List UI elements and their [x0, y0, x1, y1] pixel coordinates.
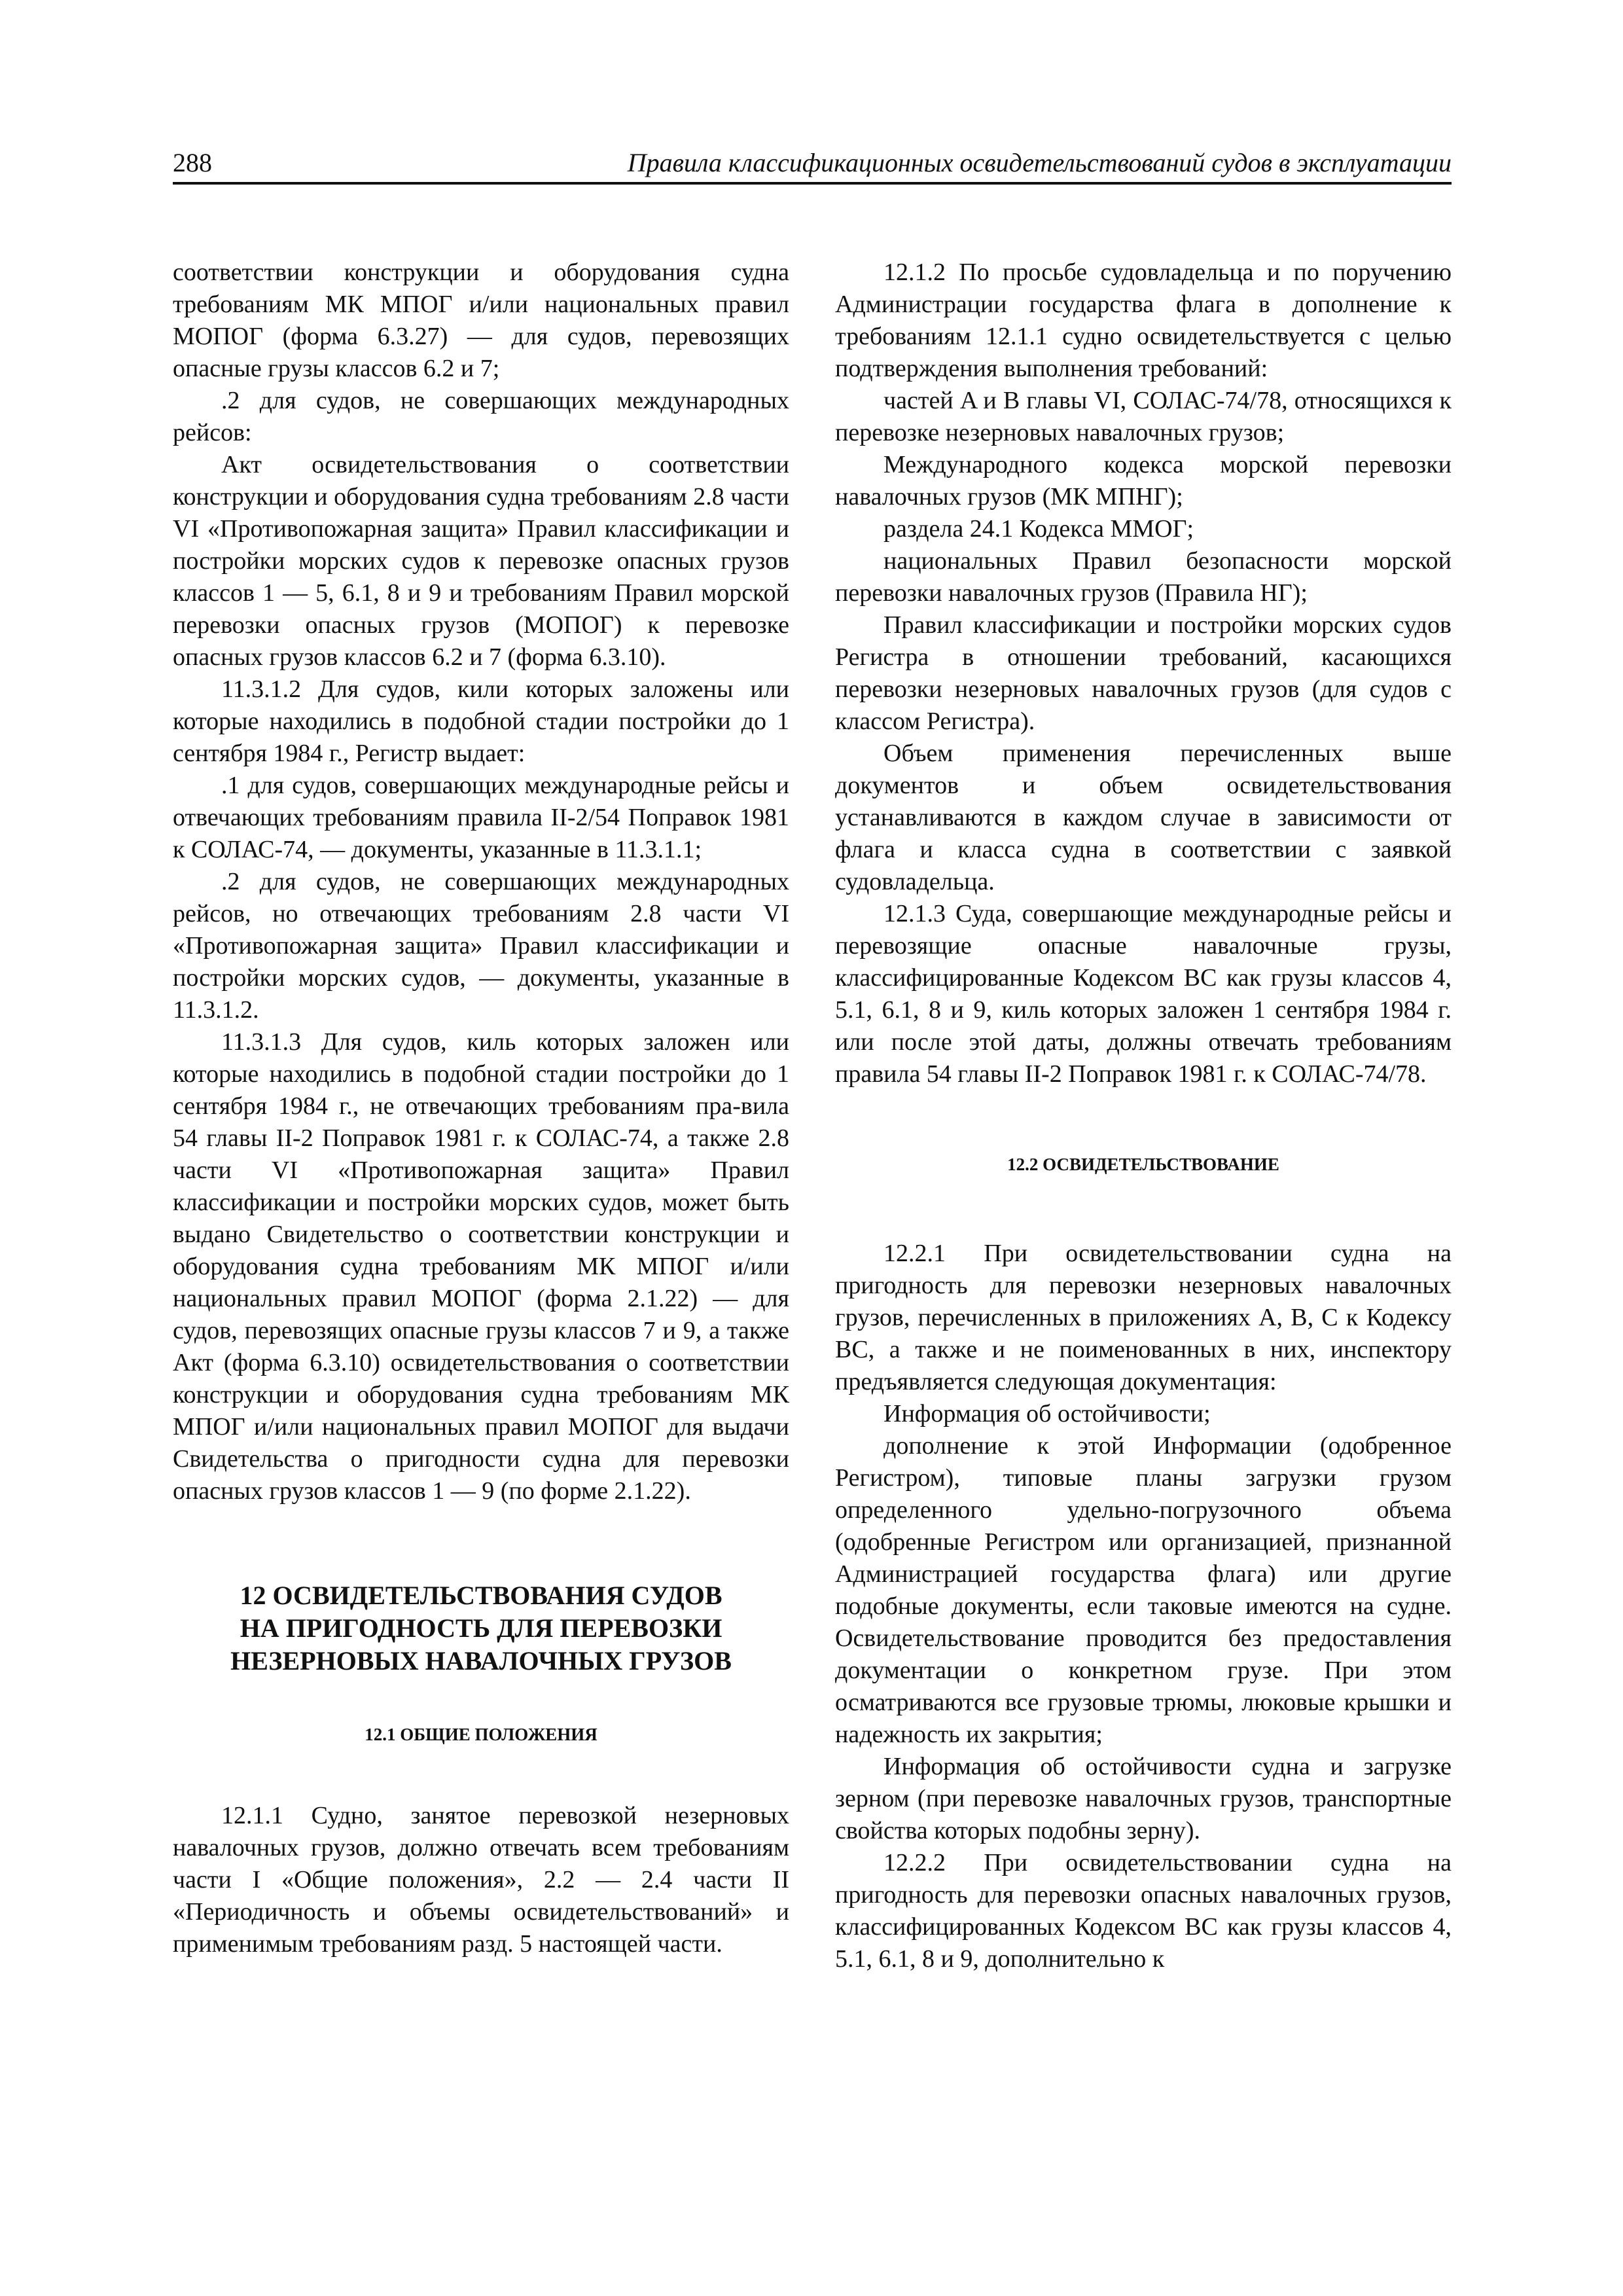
paragraph: раздела 24.1 Кодекса ММОГ; — [883, 515, 1194, 543]
paragraph: Акт освидетельствования о соответствии конструкции и оборудования судна требованиям 2.8 части VI «Противопожарная защита» Правил классификации и постройки морских судов к перевозке опасных грузов классов 1 — 5, 6.1, 8 и 9 и требованиям Правил морской перевозки опасных грузов (МОПОГ) к перевозке опасных грузов классов 6.2 и 7 (форма 6.3.10). — [173, 451, 789, 671]
running-title: Правила классификационных освидетельствований судов в эксплуатации — [627, 148, 1452, 177]
paragraph: 12.2.1 При освидетельствовании судна на пригодность для перевозки незерновых навалочных грузов, перечисленных в приложениях A, B, C к Кодексу BC, а также и не поименованных в них, инспектору предъявляется следующая документация: — [835, 1240, 1452, 1395]
paragraph: 12.1.1 Судно, занятое перевозкой незерновых навалочных грузов, должно отвечать всем требованиям части I «Общие положения», 2.2 — 2.4 части II «Периодичность и объемы освидетельствований» и применимым требованиям разд. 5 настоящей части. — [173, 1802, 789, 1958]
paragraph: 11.3.1.3 Для судов, киль которых заложен или которые находились в подобной стадии постройки до 1 сентября 1984 г., не отвечающих требованиям пра-вила 54 главы II-2 Поправок 1981 г. к СОЛАС-74, а также 2.8 части VI «Противопожарная защита» Правил классификации и постройки морских судов, может быть выдано Свидетельство о соответствии конструкции и оборудования судна требованиям МК МПОГ и/или национальных правил МОПОГ (форма 2.1.22) — для судов, перевозящих опасные грузы классов 7 и 9, а также Акт (форма 6.3.10) освидетельствования о соответствии конструкции и оборудования судна требованиям МК МПОГ и/или национальных правил МОПОГ для выдачи Свидетельства о пригодности судна для перевозки опасных грузов классов 1 — 9 (по форме 2.1.22). — [173, 1028, 789, 1505]
paragraph: частей A и B главы VI, СОЛАС-74/78, относящихся к перевозке незерновых навалочных грузов; — [835, 387, 1452, 446]
paragraph: Информация об остойчивости; — [883, 1400, 1211, 1427]
paragraph: .2 для судов, не совершающих международных рейсов: — [173, 387, 789, 446]
section-heading: 12.1 ОБЩИЕ ПОЛОЖЕНИЯ — [365, 1725, 597, 1744]
chapter-title — [173, 1579, 789, 1677]
chapter-title-line: НА ПРИГОДНОСТЬ ДЛЯ ПЕРЕВОЗКИ — [240, 1613, 722, 1643]
right-column — [835, 257, 1452, 1975]
chapter-title-line: НЕЗЕРНОВЫХ НАВАЛОЧНЫХ ГРУЗОВ — [230, 1646, 732, 1676]
paragraph: 12.1.2 По просьбе судовладельца и по поручению Администрации государства флага в дополнение к требованиям 12.1.1 судно освидетельствуется с целью подтверждения выполнения требований: — [835, 259, 1452, 382]
page-number: 288 — [173, 148, 212, 177]
paragraph: дополнение к этой Информации (одобренное Регистром), типовые планы загрузки грузом определенного удельно-погрузочного объема (одобренные Регистром или организацией, признанной Администрацией государства флага) или другие подобные документы, если таковые имеются на судне. Освидетельствование проводится без предоставления документации о конкретном грузе. При этом осматриваются все грузовые трюмы, люковые крышки и надежность их закрытия; — [835, 1432, 1452, 1748]
paragraph: Объем применения перечисленных выше документов и объем освидетельствования устанавливаются в каждом случае в зависимости от флага и класса судна в соответствии с заявкой судовладельца. — [835, 740, 1452, 895]
paragraph: 12.1.3 Суда, совершающие международные рейсы и перевозящие опасные навалочные грузы, классифицированные Кодексом BC как грузы классов 4, 5.1, 6.1, 8 и 9, киль которых заложен 1 сентября 1984 г. или после этой даты, должны отвечать требованиям правила 54 главы II-2 Поправок 1981 г. к СОЛАС-74/78. — [835, 900, 1452, 1088]
paragraph: Информация об остойчивости судна и загрузке зерном (при перевозке навалочных грузов, транспортные свойства которых подобны зерну). — [835, 1753, 1452, 1844]
paragraph: 11.3.1.2 Для судов, кили которых заложены или которые находились в подобной стадии постройки до 1 сентября 1984 г., Регистр выдает: — [173, 675, 789, 767]
paragraph: .1 для судов, совершающих международные рейсы и отвечающих требованиям правила II-2/54 Поправок 1981 к СОЛАС-74, — документы, указанные в 11.3.1.1; — [173, 772, 789, 863]
paragraph: 12.2.2 При освидетельствовании судна на пригодность для перевозки опасных навалочных грузов, классифицированных Кодексом BC как грузы классов 4, 5.1, 6.1, 8 и 9, дополнительно к — [835, 1849, 1452, 1973]
section-heading: 12.2 ОСВИДЕТЕЛЬСТВОВАНИЕ — [1007, 1155, 1279, 1174]
paragraph: национальных Правил безопасности морской перевозки навалочных грузов (Правила НГ); — [835, 547, 1452, 607]
paragraph: соответствии конструкции и оборудования судна требованиям МК МПОГ и/или национальных правил МОПОГ (форма 6.3.27) — для судов, перевозящих опасные грузы классов 6.2 и 7; — [173, 259, 789, 382]
left-column — [173, 257, 789, 1960]
page-header — [173, 145, 1452, 185]
paragraph: Международного кодекса морской перевозки навалочных грузов (МК МПНГ); — [835, 451, 1452, 511]
chapter-title-line: 12 ОСВИДЕТЕЛЬСТВОВАНИЯ СУДОВ — [240, 1581, 722, 1610]
paragraph: .2 для судов, не совершающих международных рейсов, но отвечающих требованиям 2.8 части VI «Противопожарная защита» Правил классификации и постройки морских судов, — документы, указанные в 11.3.1.2. — [173, 868, 789, 1024]
paragraph: Правил классификации и постройки морских судов Регистра в отношении требований, касающихся перевозки незерновых навалочных грузов (для судов с классом Регистра). — [835, 611, 1452, 735]
